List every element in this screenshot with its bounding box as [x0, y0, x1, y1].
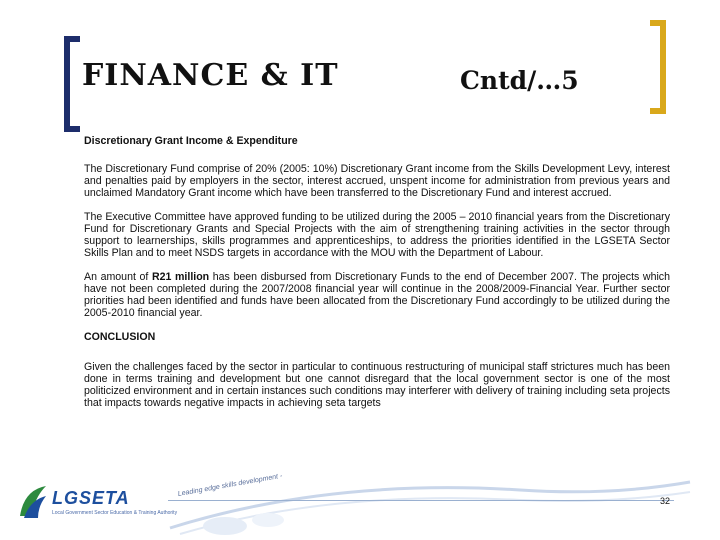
lgseta-logo-icon: [16, 482, 50, 522]
paragraph-executive-committee: The Executive Committee have approved funding to be utilized during the 2005 – 2010 financial years from the Discretionary Fund for Discretionary Grants and Special Projects with the aim of strengthening training activities in the sector through support to learnerships, skills programmes and apprenticeships, to address the priorities identified in the LGSETA Sector Skills Plan and to meet NSDS targets in accordance with the MOU with the Department of Labour.: [84, 211, 670, 259]
slide-continuation-label: Cntd/…5: [460, 66, 579, 95]
amount-rest: has been disbursed from Discretionary Funds to the end of December 2007. The projects which have not been completed during the 2007/2008 financial year will continue in the 2008/2009-Financial Year. Further sector priorities had been identified and funds have been allocated from the Discretionary Fund accordingly to be utilized during the 2005-2010 financial year.: [84, 271, 671, 319]
amount-prefix: An amount of: [84, 271, 152, 283]
left-bracket-decoration: [64, 36, 80, 132]
lgseta-logo-text: LGSETA: [52, 488, 130, 508]
slide-title: FINANCE & IT: [82, 58, 339, 93]
right-bracket-decoration: [650, 20, 666, 114]
paragraph-discretionary-fund: The Discretionary Fund comprise of 20% (2005: 10%) Discretionary Grant income from the Skills Development Levy, interest and penalties paid by employers in the sector, interest accrued, unspent income for administration from previous years and unclaimed Mandatory Grant income which have been transferred to the Discretionary Fund and interest accrued.: [84, 163, 670, 199]
footer-tagline: Leading edge skills development -: [177, 472, 283, 498]
paragraph-conclusion: Given the challenges faced by the sector in particular to continuous restructuring of municipal staff strictures much has been done in terms training and development but one cannot disregard that the local government sector is one of the most politicized environment and in certain instances such conditions may interferer with delivery of training including seta projects that impacts towards negative impacts in achieving seta targets: [84, 361, 670, 409]
conclusion-heading: CONCLUSION: [84, 331, 156, 343]
slide-body: [84, 135, 670, 421]
paragraph-amount-disbursed: [84, 271, 670, 319]
lgseta-logo-subtitle: Local Government Sector Education & Training Authority: [52, 510, 178, 516]
amount-value: R21 million: [151, 271, 210, 283]
footer-divider: [168, 500, 674, 501]
page-number: 32: [660, 496, 671, 506]
section-heading: Discretionary Grant Income & Expenditure: [84, 135, 298, 147]
